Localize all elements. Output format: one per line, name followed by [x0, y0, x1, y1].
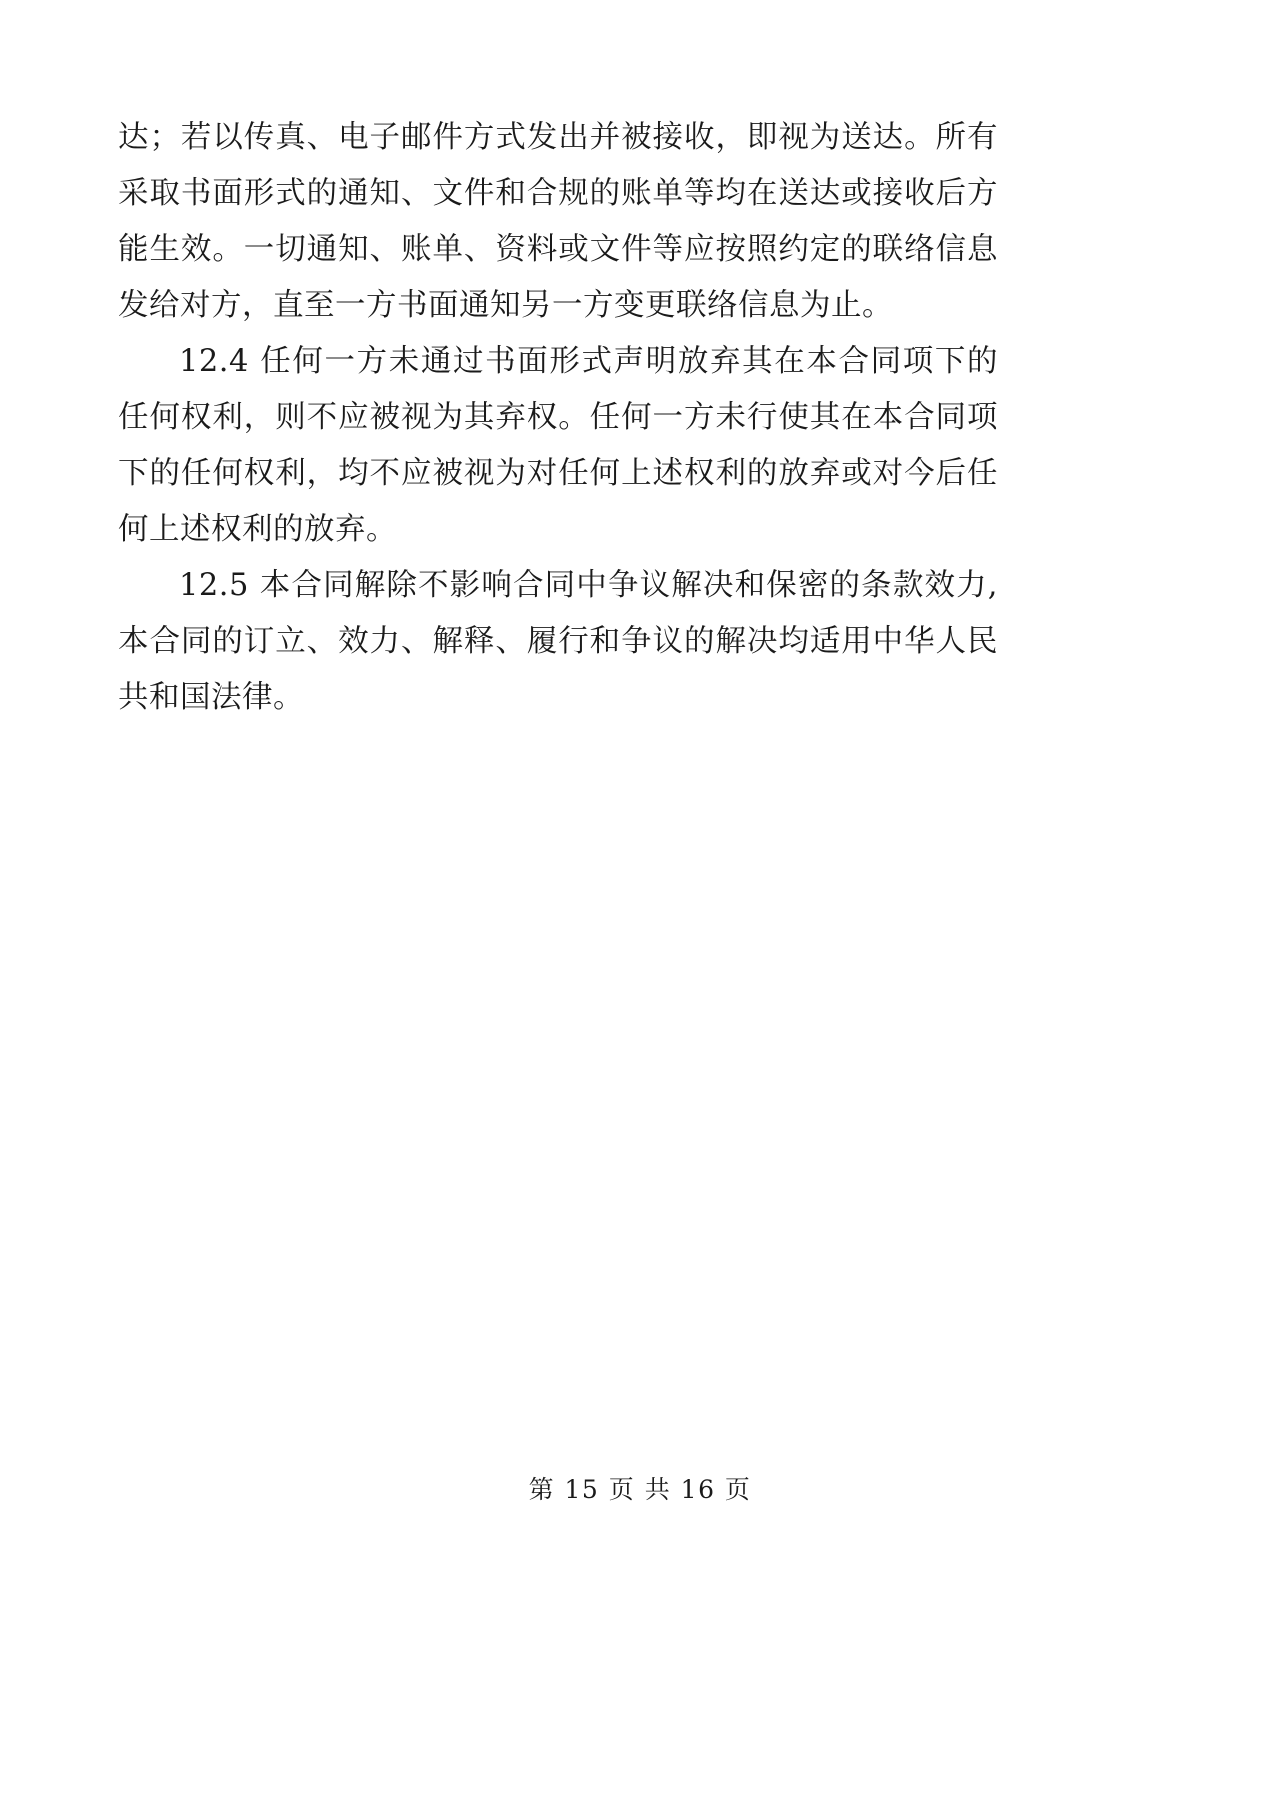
page-body — [118, 110, 998, 726]
paragraph-12-5: 12.5 本合同解除不影响合同中争议解决和保密的条款效力, 本合同的订立、效力、解释、履行和争议的解决均适用中华人民共和国法律。 — [118, 568, 998, 715]
page-footer: 第 15 页 共 16 页 — [528, 1475, 752, 1504]
paragraph-continuation: 达；若以传真、电子邮件方式发出并被接收，即视为送达。所有采取书面形式的通知、文件和合规的账单等均在送达或接收后方能生效。一切通知、账单、资料或文件等应按照约定的联络信息发给对方，直至一方书面通知另一方变更联络信息为止。 — [118, 120, 998, 323]
paragraph-12-4: 12.4 任何一方未通过书面形式声明放弃其在本合同项下的任何权利，则不应被视为其弃权。任何一方未行使其在本合同项下的任何权利，均不应被视为对任何上述权利的放弃或对今后任何上述权利的放弃。 — [118, 344, 998, 547]
